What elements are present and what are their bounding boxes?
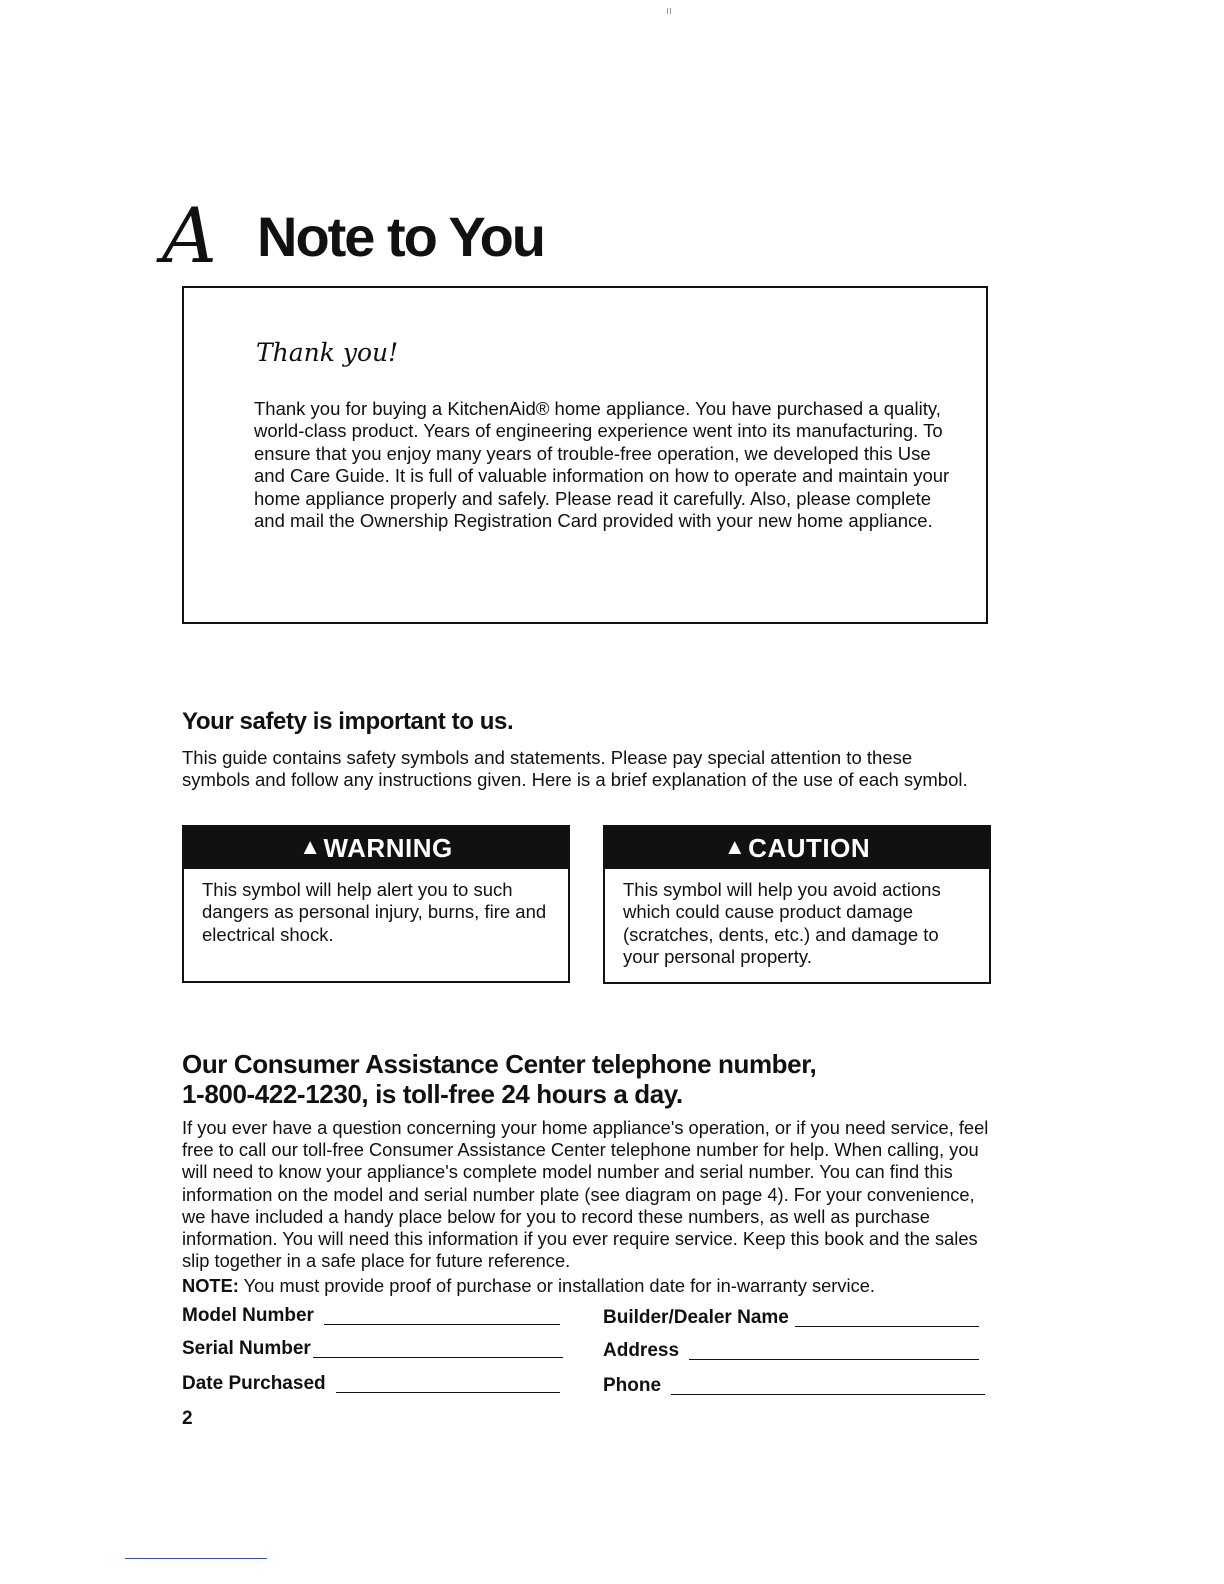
warning-header — [184, 827, 568, 869]
builder-dealer-field — [603, 1306, 979, 1330]
date-purchased-label: Date Purchased — [182, 1373, 326, 1394]
caution-box — [603, 825, 991, 984]
title-initial: A — [162, 191, 215, 280]
page-title — [162, 191, 862, 286]
warning-box — [182, 825, 570, 983]
assistance-heading — [182, 1049, 1002, 1109]
warning-text: This symbol will help alert you to such dangers as personal injury, burns, fire and electrical shock. — [202, 879, 547, 945]
serial-number-field — [182, 1337, 563, 1361]
safety-heading: Your safety is important to us. — [182, 708, 514, 735]
date-purchased-line[interactable] — [336, 1392, 560, 1393]
scan-speck — [667, 8, 671, 14]
caution-triangle-icon: ▲ — [723, 834, 747, 859]
assistance-body: If you ever have a question concerning your home appliance's operation, or if you need service, feel free to call our toll-free Consumer Assistance Center telephone number for help. When calling, you will need to know your appliance's complete model number and serial number. You can find this information on the model and serial number plate (see diagram on page 4). For your convenience, we have included a handy place below for you to record these numbers, as well as purchase information. You will need this information if you ever require service. Keep this book and the sales slip together in a safe place for future reference. — [182, 1117, 989, 1272]
phone-label: Phone — [603, 1375, 662, 1396]
caution-label: CAUTION — [748, 832, 871, 863]
assistance-heading-line2: 1-800-422-1230, is toll-free 24 hours a day. — [182, 1079, 683, 1109]
model-number-line[interactable] — [324, 1324, 560, 1325]
address-label: Address — [603, 1340, 680, 1361]
builder-dealer-label: Builder/Dealer Name — [603, 1307, 789, 1328]
warning-triangle-icon: ▲ — [299, 834, 322, 859]
serial-number-line[interactable] — [313, 1357, 563, 1358]
title-text: Note to You — [257, 205, 545, 268]
caution-header — [605, 827, 989, 869]
address-field — [603, 1339, 979, 1363]
model-number-field — [182, 1304, 560, 1328]
thank-you-body: Thank you for buying a KitchenAid® home appliance. You have purchased a quality, world-class product. Years of engineering experience went into its manufacturing. To ensure that you enjoy many years of trouble-free operation, we developed this Use and Care Guide. It is full of valuable information on how to operate and maintain your home appliance properly and safely. Please read it carefully. Also, please complete and mail the Ownership Registration Card provided with your new home appliance. — [254, 398, 950, 532]
address-line[interactable] — [689, 1359, 979, 1360]
model-number-label: Model Number — [182, 1305, 314, 1326]
builder-dealer-line[interactable] — [795, 1326, 979, 1327]
thank-you-box — [182, 286, 988, 624]
note-text: You must provide proof of purchase or installation date for in-warranty service. — [243, 1275, 875, 1296]
note-label: NOTE: — [182, 1275, 239, 1296]
note-line — [182, 1275, 1002, 1297]
date-purchased-field — [182, 1372, 560, 1396]
thank-you-heading: Thank you! — [256, 338, 399, 367]
safety-body: This guide contains safety symbols and statements. Please pay special attention to these symbols and follow any instructions given. Here is a brief explanation of the use of each symbol. — [182, 747, 968, 790]
caution-text: This symbol will help you avoid actions which could cause product damage (scratches, dents, etc.) and damage to your personal property. — [623, 879, 941, 968]
serial-number-label: Serial Number — [182, 1338, 311, 1359]
page-number: 2 — [182, 1408, 193, 1429]
phone-field — [603, 1374, 985, 1398]
warning-label: WARNING — [323, 832, 453, 863]
bottom-edge-rule — [125, 1558, 267, 1559]
phone-line[interactable] — [671, 1394, 985, 1395]
assistance-heading-line1: Our Consumer Assistance Center telephone number, — [182, 1049, 817, 1079]
